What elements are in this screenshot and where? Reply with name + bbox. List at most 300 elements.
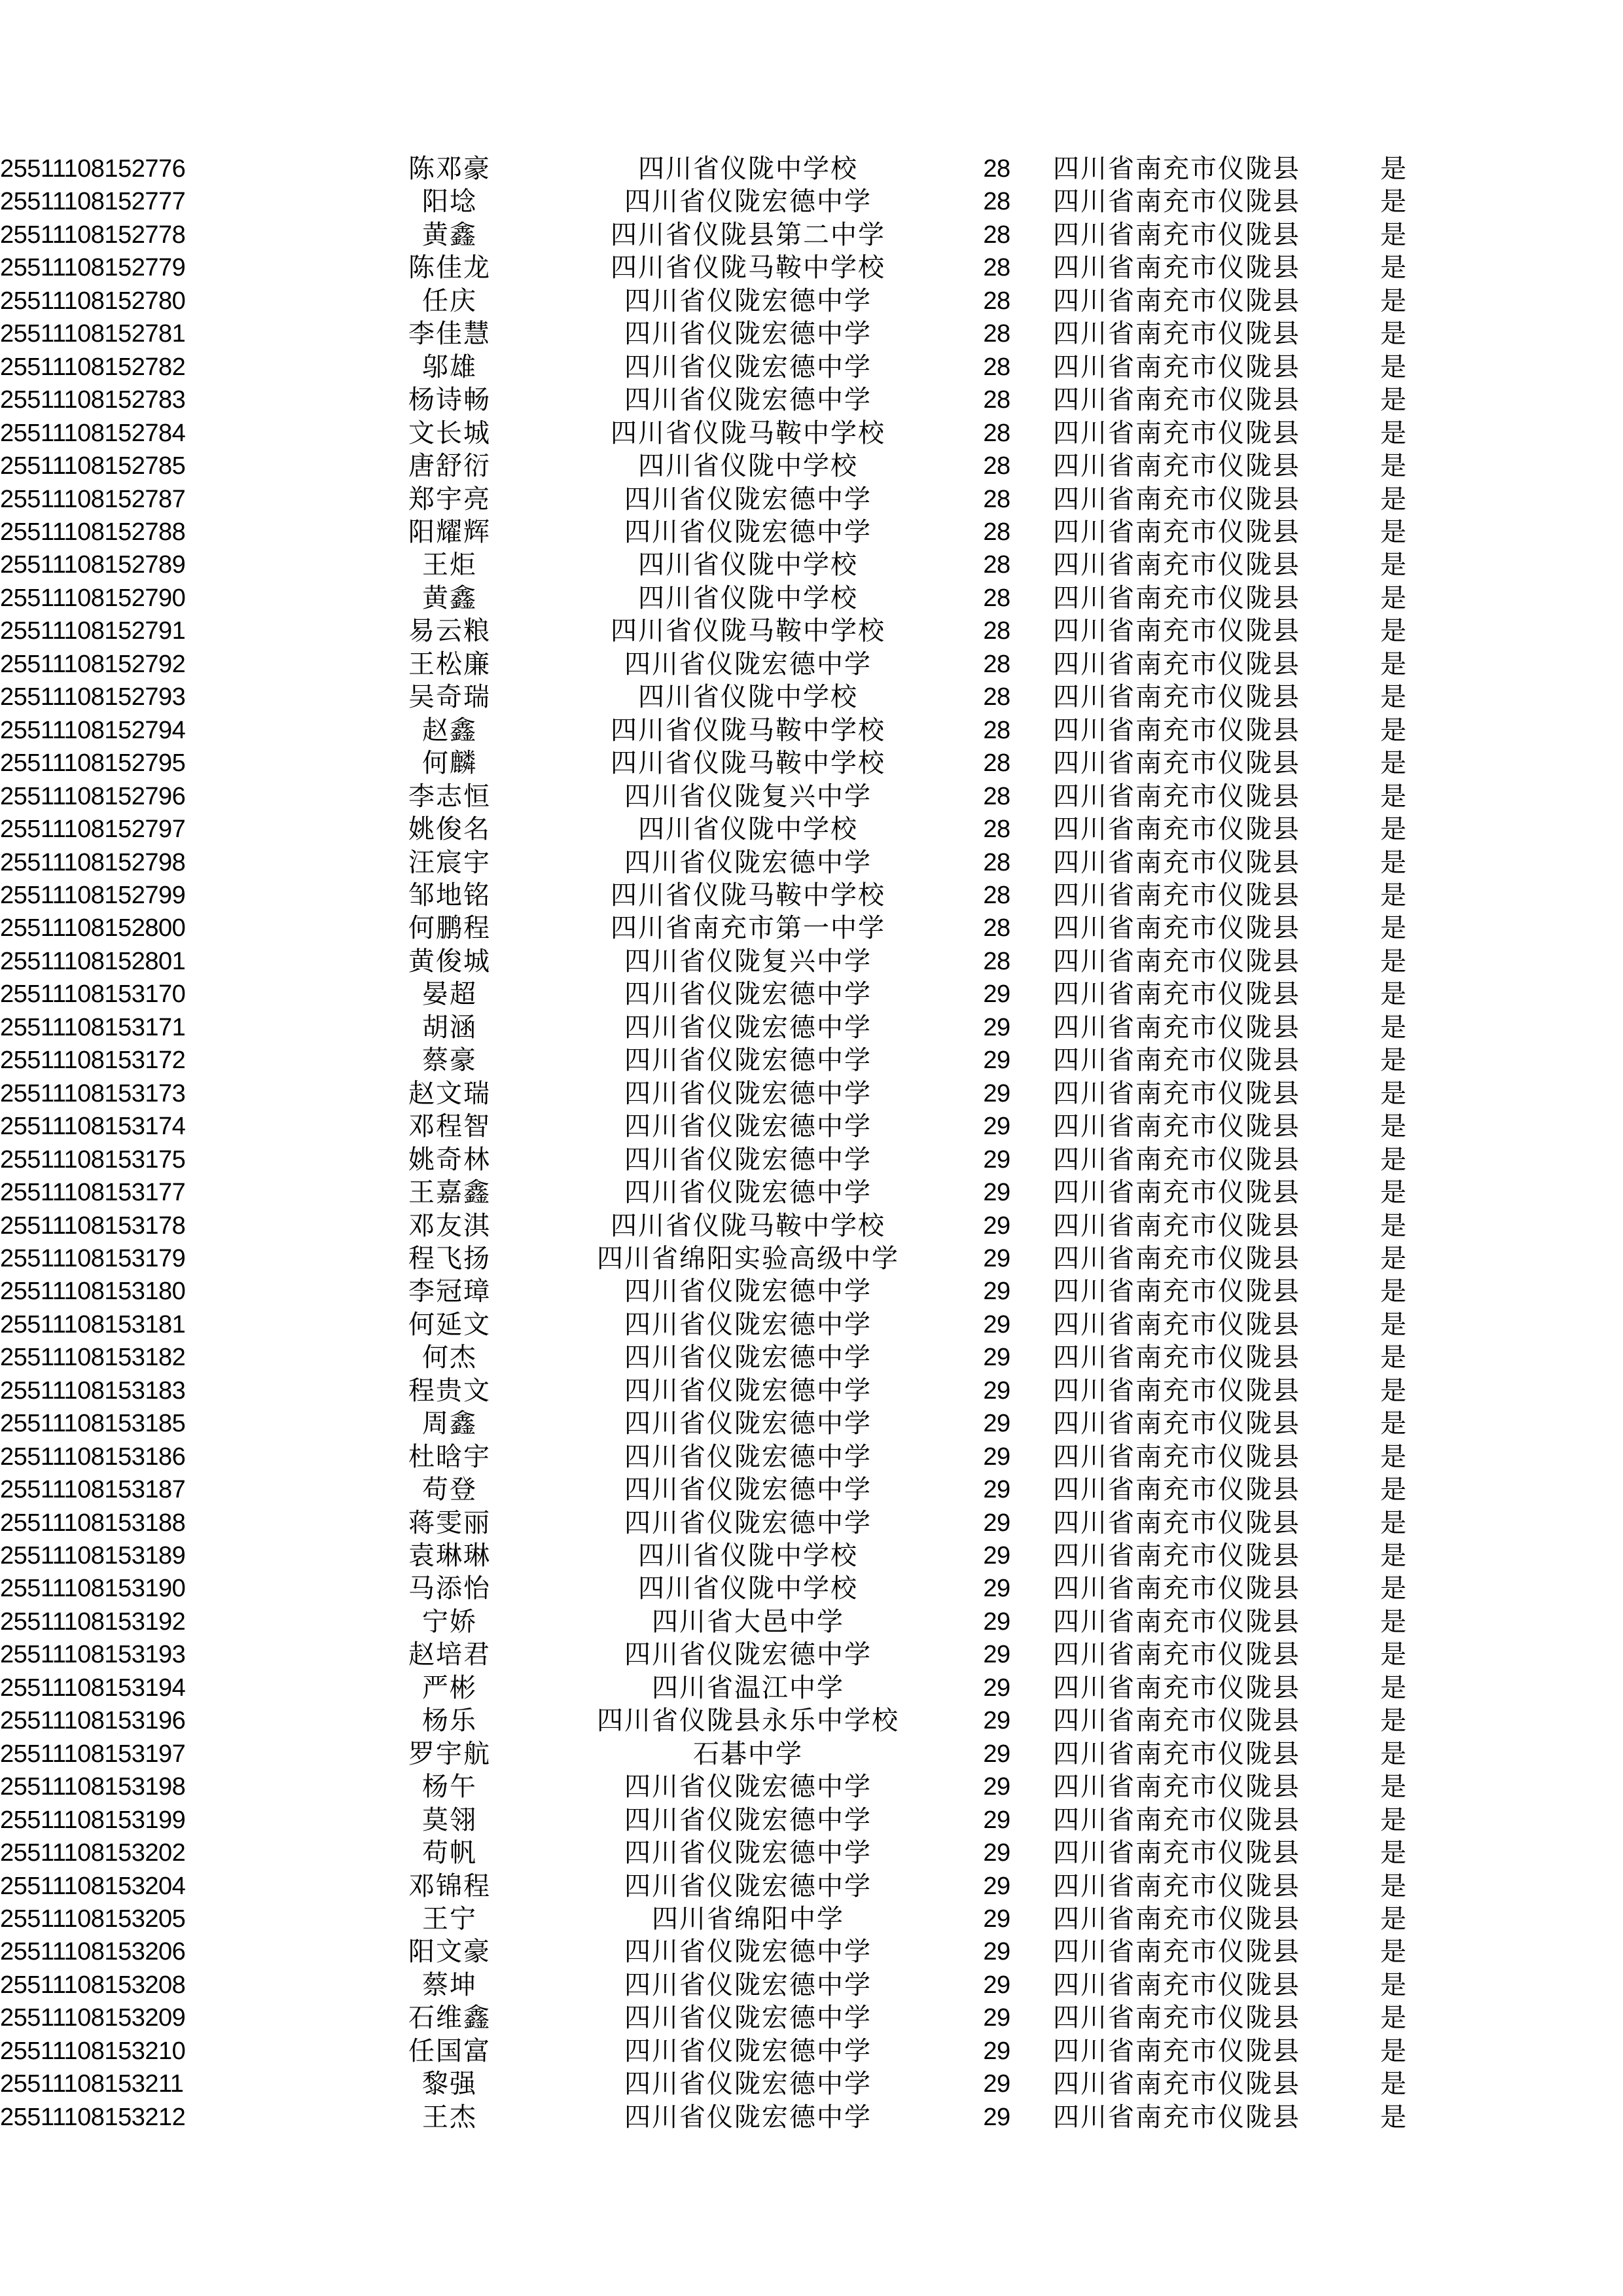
- cell-group-no: 29: [983, 1476, 1010, 1504]
- cell-group-no: 29: [983, 1244, 1010, 1272]
- cell-confirmed: 是: [1380, 1342, 1408, 1372]
- cell-name: 宁娇: [422, 1606, 477, 1636]
- cell-school: 四川省仪陇宏德中学: [624, 1012, 872, 1042]
- table-row: [0, 1539, 1623, 1572]
- cell-confirmed: 是: [1380, 2003, 1408, 2033]
- cell-confirmed: 是: [1380, 1012, 1408, 1042]
- cell-group-no: 29: [983, 1641, 1010, 1669]
- cell-confirmed: 是: [1380, 649, 1408, 679]
- cell-confirmed: 是: [1380, 1210, 1408, 1240]
- table-row: [0, 1572, 1623, 1605]
- table-row: [0, 1308, 1623, 1341]
- cell-group-no: 28: [983, 320, 1010, 348]
- cell-group-no: 29: [983, 1575, 1010, 1603]
- table-row: [0, 417, 1623, 450]
- cell-group-no: 29: [983, 1410, 1010, 1438]
- cell-group-no: 28: [983, 749, 1010, 778]
- table-row: [0, 1870, 1623, 1903]
- cell-exam-id: 25511108152784: [0, 419, 186, 447]
- cell-exam-id: 25511108153202: [0, 1839, 186, 1867]
- cell-school: 四川省仪陇宏德中学: [624, 516, 872, 547]
- cell-school: 四川省仪陇宏德中学: [624, 649, 872, 679]
- cell-confirmed: 是: [1380, 1772, 1408, 1802]
- cell-school: 四川省仪陇宏德中学: [624, 1408, 872, 1439]
- cell-spacer: [1465, 615, 1623, 647]
- cell-exam-id: 25511108152788: [0, 518, 186, 546]
- table-row: [0, 548, 1623, 581]
- cell-school: 四川省仪陇宏德中学: [624, 484, 872, 514]
- cell-confirmed: 是: [1380, 1243, 1408, 1273]
- cell-region: 四川省南充市仪陇县: [1053, 616, 1300, 646]
- cell-spacer: [1465, 1077, 1623, 1110]
- cell-spacer: [1465, 1275, 1623, 1308]
- cell-school: 四川省绵阳实验高级中学: [597, 1243, 899, 1273]
- cell-region: 四川省南充市仪陇县: [1053, 1640, 1300, 1670]
- candidates-table-body: [0, 152, 1623, 2134]
- cell-group-no: 29: [983, 1145, 1010, 1174]
- cell-name: 蒋雯丽: [408, 1507, 491, 1537]
- cell-region: 四川省南充市仪陇县: [1053, 946, 1300, 976]
- cell-region: 四川省南充市仪陇县: [1053, 1871, 1300, 1901]
- table-row: [0, 1704, 1623, 1737]
- table-row: [0, 2035, 1623, 2068]
- cell-group-no: 29: [983, 1740, 1010, 1768]
- cell-name: 晏超: [422, 979, 477, 1009]
- cell-region: 四川省南充市仪陇县: [1053, 682, 1300, 712]
- cell-exam-id: 25511108152798: [0, 848, 186, 876]
- cell-group-no: 28: [983, 914, 1010, 942]
- cell-region: 四川省南充市仪陇县: [1053, 1804, 1300, 1835]
- cell-spacer: [1465, 978, 1623, 1011]
- table-row: [0, 846, 1623, 879]
- cell-region: 四川省南充市仪陇县: [1053, 814, 1300, 844]
- table-row: [0, 450, 1623, 482]
- cell-school: 四川省仪陇宏德中学: [624, 2003, 872, 2033]
- cell-region: 四川省南充市仪陇县: [1053, 1573, 1300, 1604]
- cell-spacer: [1465, 1969, 1623, 2001]
- cell-region: 四川省南充市仪陇县: [1053, 1606, 1300, 1636]
- cell-region: 四川省南充市仪陇县: [1053, 1408, 1300, 1439]
- cell-region: 四川省南充市仪陇县: [1053, 154, 1300, 183]
- cell-school: 四川省仪陇宏德中学: [624, 1871, 872, 1901]
- cell-exam-id: 25511108153183: [0, 1376, 186, 1405]
- cell-confirmed: 是: [1380, 616, 1408, 646]
- cell-spacer: [1465, 1704, 1623, 1737]
- cell-name: 易云粮: [408, 616, 491, 646]
- cell-spacer: [1465, 582, 1623, 615]
- cell-name: 黄鑫: [422, 583, 477, 613]
- cell-confirmed: 是: [1380, 1045, 1408, 1075]
- cell-name: 胡涵: [422, 1012, 477, 1042]
- cell-group-no: 29: [983, 1376, 1010, 1405]
- cell-region: 四川省南充市仪陇县: [1053, 1541, 1300, 1571]
- cell-spacer: [1465, 1441, 1623, 1473]
- cell-exam-id: 25511108153208: [0, 1971, 186, 1999]
- cell-school: 四川省仪陇宏德中学: [624, 385, 872, 415]
- cell-spacer: [1465, 1539, 1623, 1572]
- cell-confirmed: 是: [1380, 1507, 1408, 1537]
- cell-group-no: 28: [983, 353, 1010, 381]
- cell-region: 四川省南充市仪陇县: [1053, 1243, 1300, 1273]
- cell-spacer: [1465, 1770, 1623, 1803]
- table-row: [0, 1804, 1623, 1837]
- cell-confirmed: 是: [1380, 1309, 1408, 1339]
- cell-school: 四川省仪陇中学校: [638, 1573, 858, 1604]
- table-row: [0, 219, 1623, 251]
- cell-exam-id: 25511108153206: [0, 1938, 186, 1966]
- cell-spacer: [1465, 1804, 1623, 1837]
- cell-group-no: 28: [983, 716, 1010, 744]
- table-row: [0, 1407, 1623, 1440]
- cell-confirmed: 是: [1380, 2102, 1408, 2132]
- cell-exam-id: 25511108153209: [0, 2004, 186, 2032]
- cell-name: 苟登: [422, 1475, 477, 1505]
- table-row: [0, 780, 1623, 813]
- cell-name: 何麟: [422, 748, 477, 778]
- cell-school: 石碁中学: [693, 1738, 803, 1768]
- cell-confirmed: 是: [1380, 814, 1408, 844]
- cell-spacer: [1465, 483, 1623, 516]
- cell-confirmed: 是: [1380, 1937, 1408, 1967]
- cell-confirmed: 是: [1380, 715, 1408, 745]
- cell-confirmed: 是: [1380, 1475, 1408, 1505]
- table-row: [0, 1143, 1623, 1176]
- cell-school: 四川省仪陇复兴中学: [624, 781, 872, 811]
- cell-region: 四川省南充市仪陇县: [1053, 1937, 1300, 1967]
- cell-school: 四川省仪陇中学校: [638, 154, 858, 183]
- cell-name: 王松廉: [408, 649, 491, 679]
- cell-region: 四川省南充市仪陇县: [1053, 1045, 1300, 1075]
- cell-group-no: 29: [983, 1806, 1010, 1834]
- cell-group-no: 29: [983, 1607, 1010, 1636]
- cell-region: 四川省南充市仪陇县: [1053, 351, 1300, 382]
- table-row: [0, 681, 1623, 713]
- cell-exam-id: 25511108152781: [0, 320, 186, 348]
- table-row: [0, 2101, 1623, 2134]
- cell-school: 四川省仪陇宏德中学: [624, 1045, 872, 1075]
- cell-spacer: [1465, 285, 1623, 317]
- cell-name: 吴奇瑞: [408, 682, 491, 712]
- table-row: [0, 1969, 1623, 2001]
- cell-exam-id: 25511108153180: [0, 1278, 186, 1306]
- cell-region: 四川省南充市仪陇县: [1053, 880, 1300, 910]
- cell-spacer: [1465, 1473, 1623, 1506]
- table-row: [0, 1242, 1623, 1275]
- cell-group-no: 28: [983, 551, 1010, 579]
- cell-group-no: 28: [983, 584, 1010, 612]
- cell-name: 邓程智: [408, 1111, 491, 1141]
- cell-school: 四川省仪陇宏德中学: [624, 1838, 872, 1868]
- cell-school: 四川省仪陇宏德中学: [624, 285, 872, 315]
- cell-exam-id: 25511108153187: [0, 1476, 186, 1504]
- cell-school: 四川省仪陇中学校: [638, 814, 858, 844]
- table-row: [0, 1638, 1623, 1671]
- cell-name: 黄鑫: [422, 219, 477, 249]
- cell-school: 四川省仪陇马鞍中学校: [611, 253, 885, 283]
- cell-region: 四川省南充市仪陇县: [1053, 2036, 1300, 2066]
- cell-spacer: [1465, 548, 1623, 581]
- cell-confirmed: 是: [1380, 682, 1408, 712]
- cell-spacer: [1465, 879, 1623, 912]
- cell-confirmed: 是: [1380, 1408, 1408, 1439]
- cell-spacer: [1465, 1935, 1623, 1968]
- cell-school: 四川省仪陇宏德中学: [624, 2069, 872, 2099]
- table-row: [0, 978, 1623, 1011]
- cell-confirmed: 是: [1380, 847, 1408, 877]
- cell-spacer: [1465, 1407, 1623, 1440]
- cell-name: 姚奇林: [408, 1144, 491, 1174]
- cell-spacer: [1465, 1044, 1623, 1077]
- table-row: [0, 152, 1623, 185]
- cell-confirmed: 是: [1380, 187, 1408, 217]
- cell-school: 四川省仪陇宏德中学: [624, 1078, 872, 1108]
- cell-region: 四川省南充市仪陇县: [1053, 1507, 1300, 1537]
- cell-school: 四川省仪陇宏德中学: [624, 1342, 872, 1372]
- cell-school: 四川省仪陇宏德中学: [624, 2102, 872, 2132]
- cell-school: 四川省仪陇马鞍中学校: [611, 1210, 885, 1240]
- cell-confirmed: 是: [1380, 1177, 1408, 1208]
- cell-region: 四川省南充市仪陇县: [1053, 847, 1300, 877]
- cell-confirmed: 是: [1380, 583, 1408, 613]
- cell-exam-id: 25511108153204: [0, 1872, 186, 1900]
- cell-name: 邓锦程: [408, 1871, 491, 1901]
- cell-group-no: 28: [983, 188, 1010, 216]
- cell-spacer: [1465, 1605, 1623, 1638]
- cell-name: 何延文: [408, 1309, 491, 1339]
- cell-name: 任国富: [408, 2036, 491, 2066]
- cell-exam-id: 25511108152797: [0, 816, 186, 844]
- cell-group-no: 29: [983, 1509, 1010, 1537]
- cell-school: 四川省仪陇宏德中学: [624, 1276, 872, 1306]
- cell-group-no: 28: [983, 221, 1010, 249]
- cell-spacer: [1465, 516, 1623, 548]
- cell-exam-id: 25511108153188: [0, 1509, 186, 1537]
- cell-spacer: [1465, 1011, 1623, 1044]
- cell-school: 四川省仪陇县永乐中学校: [597, 1706, 899, 1736]
- cell-confirmed: 是: [1380, 516, 1408, 547]
- cell-name: 赵鑫: [422, 715, 477, 745]
- cell-school: 四川省仪陇宏德中学: [624, 1375, 872, 1405]
- cell-school: 四川省仪陇宏德中学: [624, 319, 872, 349]
- cell-name: 杨诗畅: [408, 385, 491, 415]
- table-row: [0, 1011, 1623, 1044]
- cell-spacer: [1465, 945, 1623, 978]
- cell-exam-id: 25511108152793: [0, 683, 186, 711]
- cell-group-no: 29: [983, 1013, 1010, 1041]
- cell-exam-id: 25511108153193: [0, 1641, 186, 1669]
- cell-region: 四川省南充市仪陇县: [1053, 1904, 1300, 1934]
- cell-name: 李佳慧: [408, 319, 491, 349]
- cell-group-no: 28: [983, 816, 1010, 844]
- cell-region: 四川省南充市仪陇县: [1053, 319, 1300, 349]
- table-row: [0, 747, 1623, 780]
- cell-school: 四川省仪陇宏德中学: [624, 1772, 872, 1802]
- cell-spacer: [1465, 747, 1623, 780]
- cell-group-no: 29: [983, 2103, 1010, 2131]
- cell-confirmed: 是: [1380, 219, 1408, 249]
- cell-spacer: [1465, 714, 1623, 747]
- cell-spacer: [1465, 1507, 1623, 1539]
- cell-exam-id: 25511108152796: [0, 782, 186, 810]
- cell-spacer: [1465, 912, 1623, 944]
- cell-region: 四川省南充市仪陇县: [1053, 913, 1300, 943]
- cell-region: 四川省南充市仪陇县: [1053, 715, 1300, 745]
- cell-group-no: 29: [983, 2037, 1010, 2065]
- cell-group-no: 28: [983, 386, 1010, 414]
- cell-confirmed: 是: [1380, 1441, 1408, 1471]
- cell-school: 四川省仪陇宏德中学: [624, 847, 872, 877]
- cell-name: 文长城: [408, 418, 491, 448]
- table-row: [0, 384, 1623, 416]
- cell-group-no: 29: [983, 2004, 1010, 2032]
- cell-region: 四川省南充市仪陇县: [1053, 285, 1300, 315]
- cell-school: 四川省仪陇复兴中学: [624, 946, 872, 976]
- cell-exam-id: 25511108152799: [0, 881, 186, 909]
- cell-spacer: [1465, 1110, 1623, 1143]
- cell-region: 四川省南充市仪陇县: [1053, 516, 1300, 547]
- cell-group-no: 29: [983, 1310, 1010, 1338]
- cell-region: 四川省南充市仪陇县: [1053, 1078, 1300, 1108]
- cell-spacer: [1465, 1308, 1623, 1341]
- cell-name: 莫翎: [422, 1804, 477, 1835]
- cell-confirmed: 是: [1380, 1573, 1408, 1604]
- cell-confirmed: 是: [1380, 154, 1408, 183]
- cell-name: 杜晗宇: [408, 1441, 491, 1471]
- cell-confirmed: 是: [1380, 1144, 1408, 1174]
- cell-confirmed: 是: [1380, 979, 1408, 1009]
- cell-confirmed: 是: [1380, 913, 1408, 943]
- cell-confirmed: 是: [1380, 1871, 1408, 1901]
- cell-name: 邓友淇: [408, 1210, 491, 1240]
- cell-exam-id: 25511108153174: [0, 1113, 186, 1141]
- cell-spacer: [1465, 681, 1623, 713]
- cell-school: 四川省南充市第一中学: [611, 913, 885, 943]
- cell-name: 李冠璋: [408, 1276, 491, 1306]
- table-row: [0, 1176, 1623, 1209]
- cell-spacer: [1465, 1210, 1623, 1242]
- cell-group-no: 29: [983, 1674, 1010, 1702]
- cell-spacer: [1465, 1870, 1623, 1903]
- cell-group-no: 29: [983, 1707, 1010, 1735]
- cell-spacer: [1465, 2068, 1623, 2100]
- cell-confirmed: 是: [1380, 319, 1408, 349]
- cell-name: 王炬: [422, 550, 477, 580]
- cell-group-no: 28: [983, 782, 1010, 810]
- cell-school: 四川省仪陇中学校: [638, 550, 858, 580]
- table-row: [0, 1441, 1623, 1473]
- cell-exam-id: 25511108152794: [0, 716, 186, 744]
- cell-name: 李志恒: [408, 781, 491, 811]
- cell-exam-id: 25511108153171: [0, 1013, 186, 1041]
- cell-name: 王嘉鑫: [408, 1177, 491, 1208]
- cell-name: 黄俊城: [408, 946, 491, 976]
- cell-group-no: 28: [983, 254, 1010, 282]
- cell-name: 唐舒衍: [408, 451, 491, 481]
- cell-region: 四川省南充市仪陇县: [1053, 550, 1300, 580]
- cell-exam-id: 25511108153210: [0, 2037, 186, 2065]
- cell-confirmed: 是: [1380, 484, 1408, 514]
- cell-school: 四川省仪陇马鞍中学校: [611, 748, 885, 778]
- cell-group-no: 29: [983, 1443, 1010, 1471]
- cell-group-no: 29: [983, 1079, 1010, 1107]
- cell-region: 四川省南充市仪陇县: [1053, 1706, 1300, 1736]
- cell-group-no: 28: [983, 683, 1010, 711]
- cell-confirmed: 是: [1380, 748, 1408, 778]
- cell-region: 四川省南充市仪陇县: [1053, 451, 1300, 481]
- cell-exam-id: 25511108153205: [0, 1905, 186, 1933]
- cell-school: 四川省仪陇中学校: [638, 1541, 858, 1571]
- cell-name: 程飞扬: [408, 1243, 491, 1273]
- cell-region: 四川省南充市仪陇县: [1053, 1475, 1300, 1505]
- cell-group-no: 29: [983, 1971, 1010, 1999]
- cell-school: 四川省仪陇宏德中学: [624, 1441, 872, 1471]
- cell-region: 四川省南充市仪陇县: [1053, 484, 1300, 514]
- cell-name: 赵文瑞: [408, 1078, 491, 1108]
- cell-school: 四川省温江中学: [652, 1672, 844, 1702]
- cell-region: 四川省南充市仪陇县: [1053, 253, 1300, 283]
- cell-exam-id: 25511108153198: [0, 1773, 186, 1801]
- cell-confirmed: 是: [1380, 1672, 1408, 1702]
- table-row: [0, 1044, 1623, 1077]
- table-row: [0, 1605, 1623, 1638]
- cell-school: 四川省仪陇宏德中学: [624, 1177, 872, 1208]
- cell-spacer: [1465, 1672, 1623, 1704]
- cell-school: 四川省仪陇宏德中学: [624, 1937, 872, 1967]
- cell-group-no: 29: [983, 1113, 1010, 1141]
- cell-spacer: [1465, 1242, 1623, 1275]
- cell-region: 四川省南充市仪陇县: [1053, 1276, 1300, 1306]
- cell-group-no: 29: [983, 1773, 1010, 1801]
- cell-spacer: [1465, 1903, 1623, 1935]
- table-row: [0, 516, 1623, 548]
- cell-group-no: 28: [983, 485, 1010, 513]
- cell-region: 四川省南充市仪陇县: [1053, 1772, 1300, 1802]
- cell-confirmed: 是: [1380, 1838, 1408, 1868]
- cell-confirmed: 是: [1380, 1375, 1408, 1405]
- cell-exam-id: 25511108152780: [0, 287, 186, 315]
- cell-group-no: 29: [983, 1872, 1010, 1900]
- cell-school: 四川省仪陇中学校: [638, 682, 858, 712]
- table-row: [0, 1837, 1623, 1869]
- cell-exam-id: 25511108152800: [0, 914, 186, 942]
- cell-confirmed: 是: [1380, 385, 1408, 415]
- cell-confirmed: 是: [1380, 2036, 1408, 2066]
- cell-exam-id: 25511108153177: [0, 1179, 186, 1207]
- cell-spacer: [1465, 2001, 1623, 2034]
- cell-region: 四川省南充市仪陇县: [1053, 979, 1300, 1009]
- cell-confirmed: 是: [1380, 351, 1408, 382]
- cell-region: 四川省南充市仪陇县: [1053, 1375, 1300, 1405]
- table-row: [0, 714, 1623, 747]
- cell-region: 四川省南充市仪陇县: [1053, 1111, 1300, 1141]
- table-row: [0, 1275, 1623, 1308]
- cell-name: 王宁: [422, 1904, 477, 1934]
- cell-school: 四川省仪陇宏德中学: [624, 1475, 872, 1505]
- cell-confirmed: 是: [1380, 1541, 1408, 1571]
- table-row: [0, 351, 1623, 384]
- cell-school: 四川省仪陇马鞍中学校: [611, 418, 885, 448]
- cell-spacer: [1465, 1738, 1623, 1770]
- cell-spacer: [1465, 450, 1623, 482]
- cell-school: 四川省仪陇中学校: [638, 583, 858, 613]
- cell-name: 黎强: [422, 2069, 477, 2099]
- cell-school: 四川省仪陇宏德中学: [624, 979, 872, 1009]
- cell-exam-id: 25511108153172: [0, 1047, 186, 1075]
- cell-exam-id: 25511108153189: [0, 1542, 186, 1570]
- table-row: [0, 483, 1623, 516]
- cell-school: 四川省仪陇宏德中学: [624, 1309, 872, 1339]
- cell-confirmed: 是: [1380, 1640, 1408, 1670]
